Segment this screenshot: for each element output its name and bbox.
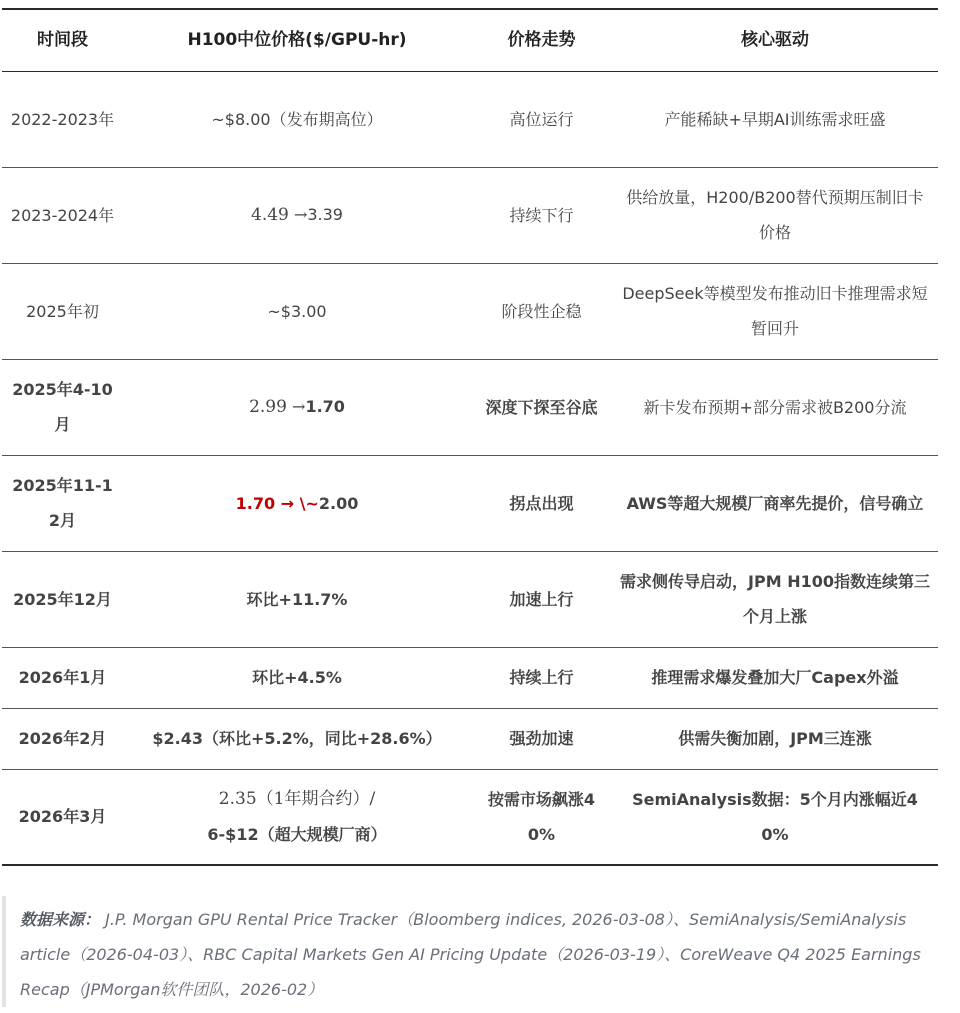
cell-driver: SemiAnalysis数据：5个月内涨幅近40% (632, 789, 918, 844)
table-row (2, 359, 938, 455)
table-row (2, 71, 938, 167)
cell-driver: AWS等超大规模厂商率先提价，信号确立 (626, 493, 924, 513)
price-to: 3.39 (307, 205, 343, 224)
cell-driver: 需求侧传导启动，JPM H100指数连续第三个月上涨 (620, 572, 930, 626)
cell-driver: DeepSeek等模型发布推动旧卡推理需求短暂回升 (622, 284, 928, 338)
cell-price: $2.43（环比+5.2%，同比+28.6%） (152, 729, 442, 748)
cell-period: 2025年12月 (13, 589, 112, 609)
cell-price: ~$3.00 (267, 301, 327, 321)
table-row (2, 455, 938, 551)
cell-driver: 新卡发布预期+部分需求被B200分流 (643, 397, 907, 417)
cell-trend: 加速上行 (509, 589, 574, 609)
cell-price (123, 455, 471, 551)
source-label: 数据来源： (20, 910, 101, 929)
header-period: 时间段 (37, 29, 88, 50)
cell-period: 2026年3月 (18, 807, 107, 827)
cell-trend: 持续上行 (509, 668, 574, 687)
price-to: 1.70 (305, 397, 345, 416)
header-trend: 价格走势 (507, 29, 576, 50)
price-to: 2.00 (318, 493, 359, 513)
price-table (2, 8, 938, 866)
cell-period: 2025年11-12月 (12, 476, 113, 530)
header-driver: 核心驱动 (741, 29, 809, 50)
cell-trend: 阶段性企稳 (501, 301, 582, 321)
cell-price: 环比+4.5% (252, 668, 342, 687)
cell-price: 环比+11.7% (246, 589, 348, 609)
cell-period: 2026年1月 (18, 668, 107, 687)
cell-driver: 供给放量，H200/B200替代预期压制旧卡价格 (626, 188, 924, 242)
table-header-row (2, 9, 938, 71)
cell-period: 2025年4-10月 (12, 380, 113, 434)
price-highlight: 1.70 → \~ (235, 493, 319, 513)
table-row (2, 769, 938, 865)
cell-driver: 产能稀缺+早期AI训练需求旺盛 (664, 109, 886, 129)
arrow-glyph: → (293, 205, 308, 224)
cell-price: ~$8.00（发布期高位） (211, 109, 383, 129)
table-row (2, 167, 938, 263)
cell-trend: 强劲加速 (509, 729, 574, 748)
header-price: H100中位价格($/GPU-hr) (187, 29, 407, 50)
cell-price (123, 359, 471, 455)
cell-price (123, 167, 471, 263)
cell-driver: 供需失衡加剧，JPM三连涨 (678, 729, 872, 748)
source-text: J.P. Morgan GPU Rental Price Tracker（Bloomberg indices, 2026-03-08）、SemiAnalysis/SemiAnalysis article（2026-04-03）、RBC Capital Markets Gen AI Pricing Update（2026-03-19）、CoreWeave Q4 2025 Earnings Recap（JPMorgan软件团队，2026-02） (20, 910, 921, 999)
price-hyperscaler: 6-$12（超大规模厂商） (207, 825, 387, 845)
cell-period: 2022-2023年 (10, 109, 115, 129)
cell-trend: 高位运行 (509, 109, 574, 129)
price-from: 4.49 (251, 205, 289, 225)
cell-trend: 按需市场飙涨40% (487, 789, 596, 844)
price-contract: 2.35（1年期合约）/ (218, 789, 376, 810)
cell-trend: 持续下行 (509, 205, 574, 225)
cell-trend: 拐点出现 (509, 493, 574, 513)
cell-period: 2025年初 (26, 301, 99, 321)
cell-trend: 深度下探至谷底 (485, 397, 598, 417)
arrow-glyph: → (292, 397, 306, 416)
table-row (2, 647, 938, 708)
table-row (2, 551, 938, 647)
table-row (2, 708, 938, 769)
cell-driver: 推理需求爆发叠加大厂Capex外溢 (651, 668, 899, 687)
source-note (2, 896, 938, 1007)
table-row (2, 263, 938, 359)
cell-period: 2023-2024年 (10, 205, 115, 225)
cell-price (123, 769, 471, 865)
cell-period: 2026年2月 (18, 729, 107, 748)
price-from: 2.99 (249, 397, 287, 417)
